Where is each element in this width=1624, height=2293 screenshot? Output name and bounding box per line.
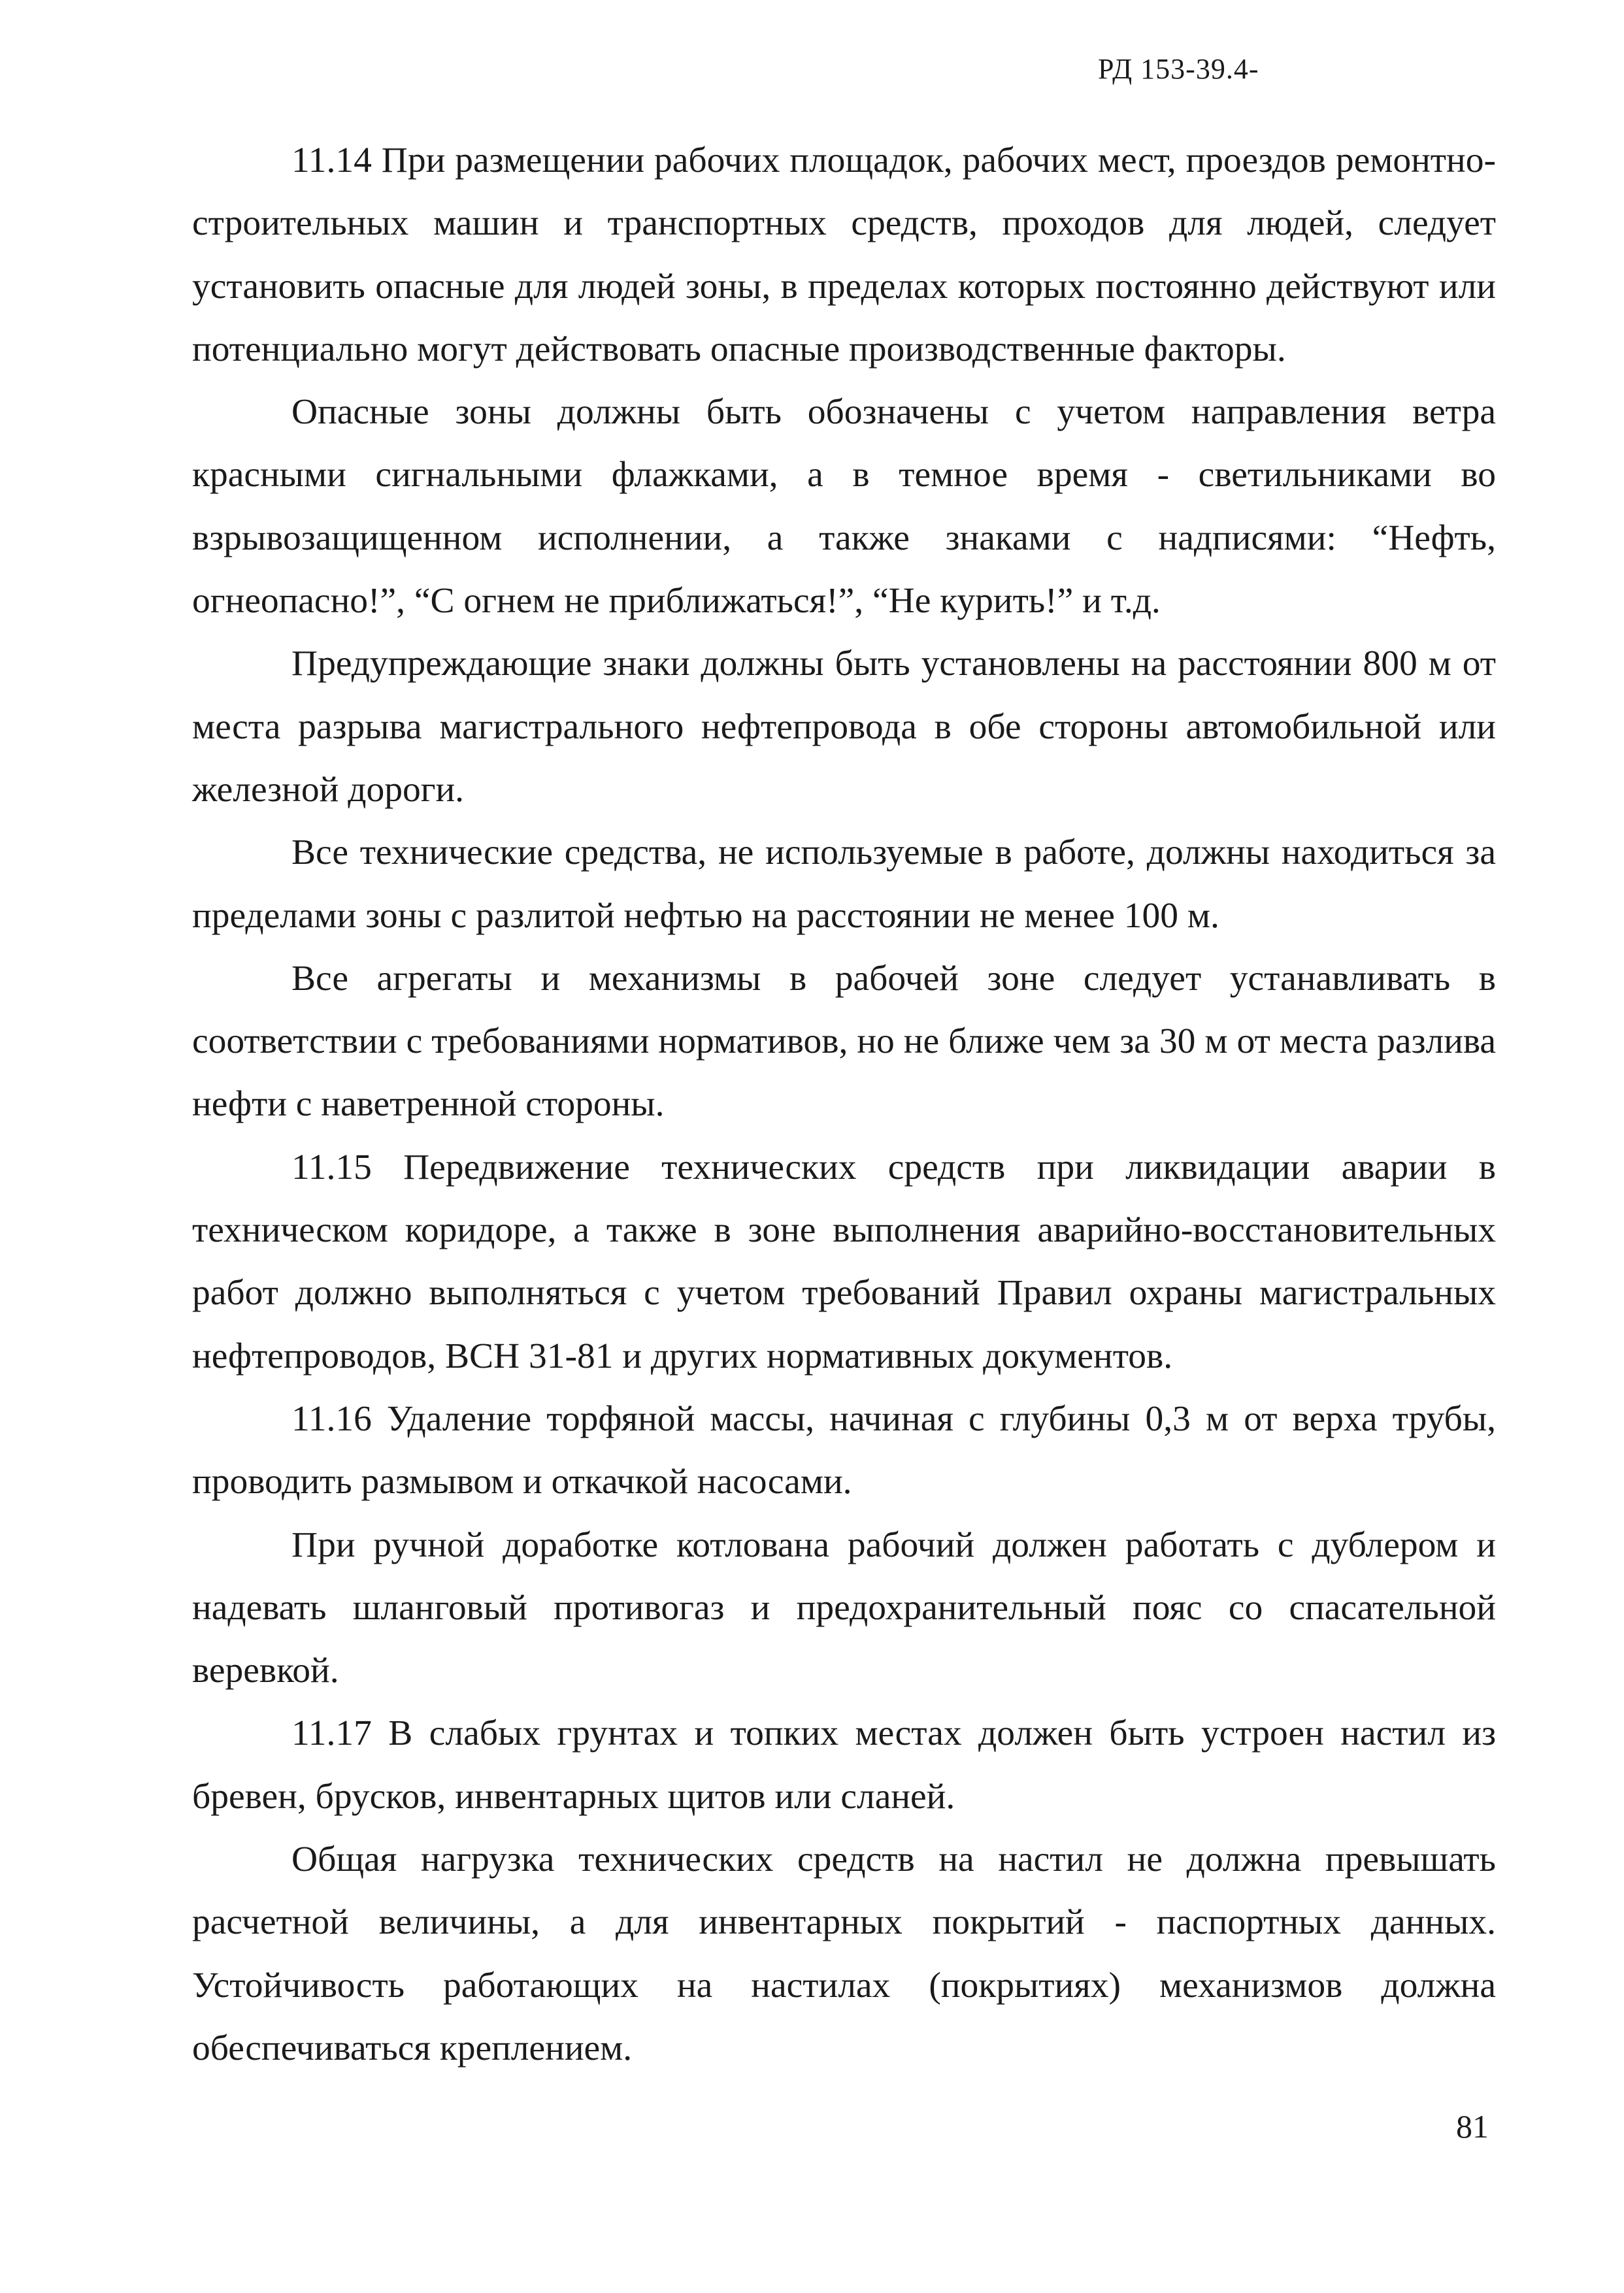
paragraph-aggregates-placement: Все агрегаты и механизмы в рабочей зоне следует устанавливать в соответствии с требованиями нормативов, но не ближе чем за 30 м от места разлива нефти с наветренной стороны.: [192, 958, 1496, 1125]
paragraph-11-16: 11.16 Удаление торфяной массы, начиная с глубины 0,3 м от верха трубы, проводить размывом и откачкой насосами.: [192, 1398, 1496, 1502]
paragraph-load-limits: Общая нагрузка технических средств на настил не должна превышать расчетной величины, а для инвентарных покрытий - паспортных данных. Устойчивость работающих на настилах (покрытиях) механизмов должна обеспечиваться креплением.: [192, 1839, 1496, 2068]
paragraph-equipment-distance: Все технические средства, не используемые в работе, должны находиться за пределами зоны с разлитой нефтью на расстоянии не менее 100 м.: [192, 833, 1496, 936]
page-number: 81: [1456, 2108, 1489, 2145]
paragraph-11-15: 11.15 Передвижение технических средств при ликвидации аварии в техническом коридоре, а также в зоне выполнения аварийно-восстановительных работ должно выполняться с учетом требований Правил охраны магистральных нефтепроводов, ВСН 31-81 и других нормативных документов.: [192, 1147, 1496, 1376]
paragraph-11-17: 11.17 В слабых грунтах и топких местах должен быть устроен настил из бревен, брусков, инвентарных щитов или сланей.: [192, 1713, 1496, 1817]
paragraph-manual-excavation: При ручной доработке котлована рабочий должен работать с дублером и надевать шланговый противогаз и предохранительный пояс со спасательной веревкой.: [192, 1525, 1496, 1691]
paragraph-warning-signs: Предупреждающие знаки должны быть установлены на расстоянии 800 м от места разрыва магистрального нефтепровода в обе стороны автомобильной или железной дороги.: [192, 644, 1496, 810]
document-body: [192, 129, 1496, 2080]
paragraph-11-14: 11.14 При размещении рабочих площадок, рабочих мест, проездов ремонтно-строительных машин и транспортных средств, проходов для людей, следует установить опасные для людей зоны, в пределах которых постоянно действуют или потенциально могут действовать опасные производственные факторы.: [192, 140, 1496, 369]
paragraph-danger-zones: Опасные зоны должны быть обозначены с учетом направления ветра красными сигнальными флажками, а в темное время - светильниками во взрывозащищенном исполнении, а также знаками с надписями: “Нефть, огнеопасно!”, “С огнем не приближаться!”, “Не курить!” и т.д.: [192, 392, 1496, 621]
document-code-header: РД 153-39.4-: [1098, 53, 1259, 85]
